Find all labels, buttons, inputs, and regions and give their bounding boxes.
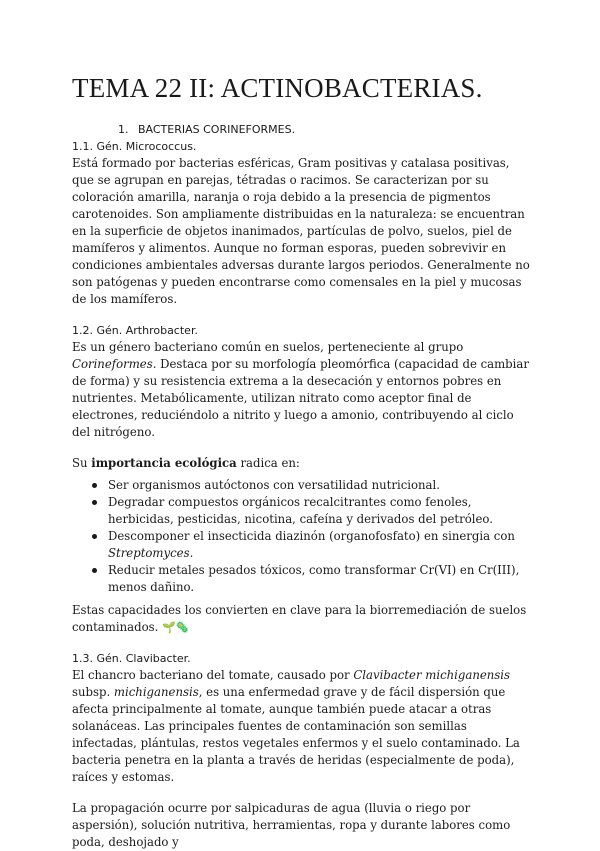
importance-intro: Su importancia ecológica radica en: [72, 456, 300, 470]
micrococcus-paragraph: Está formado por bacterias esféricas, Gram positivas y catalasa positivas, que se agrupan en parejas, tétradas o racimos. Se caracterizan por su coloración amarilla, naranja o roja debido a la presencia de pigmentos carotenoides. Son ampliamente distribuidas en la naturaleza: se encuentran en la superficie de objetos inanimados, partículas de polvo, suelos, piel de mamíferos y alimentos. Aunque no forman esporas, pueden sobrevivir en condiciones ambientales adversas durante largos periodos. Generalmente no son patógenas y pueden encontrarse como comensales en la piel y mucosas de los mamíferos. [72, 156, 530, 306]
streptomyces-term: Streptomyces [108, 546, 190, 560]
closing-paragraph: Estas capacidades los convierten en clave para la biorremediación de suelos contaminados. 🌱🦠 [72, 603, 527, 634]
document-page [72, 72, 532, 851]
section-title: BACTERIAS CORINEFORMES. [138, 123, 296, 136]
page-title: TEMA 22 II: ACTINOBACTERIAS. [72, 73, 483, 103]
seedling-microbe-icon: 🌱🦠 [162, 621, 190, 634]
list-item: Ser organismos autóctonos con versatilidad nutricional. [72, 477, 532, 494]
importance-bold: importancia ecológica [91, 456, 237, 470]
clavibacter-paragraph-2: La propagación ocurre por salpicaduras de agua (lluvia o riego por aspersión), solución nutritiva, herramientas, ropa y durante labores como poda, deshojado y [72, 801, 511, 849]
subspecies-term: michiganensis [113, 685, 199, 699]
importance-list [72, 477, 532, 596]
section-heading-corineformes [118, 121, 532, 138]
corineformes-term: Corineformes [72, 357, 153, 371]
list-item: Reducir metales pesados tóxicos, como transformar Cr(VI) en Cr(III), menos dañino. [72, 562, 532, 596]
arthrobacter-paragraph: Es un género bacteriano común en suelos, perteneciente al grupo Corineformes. Destaca por su morfología pleomórfica (capacidad de cambiar de forma) y su resistencia extrema a la desecación y entornos pobres en nutrientes. Metabólicamente, utilizan nitrato como aceptor final de electrones, reduciéndolo a nitrito y luego a amonio, contribuyendo al ciclo del nitrógeno. [72, 340, 529, 439]
list-item: Descomponer el insecticida diazinón (organofosfato) en sinergia con Streptomyces. [72, 528, 532, 562]
clavibacter-paragraph-1: El chancro bacteriano del tomate, causado por Clavibacter michiganensis subsp. michiganensis, es una enfermedad grave y de fácil dispersión que afecta principalmente al tomate, aunque también puede atacar a otras solanáceas. Las principales fuentes de contaminación son semillas infectadas, plántulas, restos vegetales enfermos y el suelo contaminado. La bacteria penetra en la planta a través de heridas (especialmente de poda), raíces y estomas. [72, 668, 520, 784]
species-term: Clavibacter michiganensis [353, 668, 511, 682]
list-item: Degradar compuestos orgánicos recalcitrantes como fenoles, herbicidas, pesticidas, nicotina, cafeína y derivados del petróleo. [72, 494, 532, 528]
micrococcus-heading: 1.1. Gén. Micrococcus. [72, 140, 197, 153]
arthrobacter-heading: 1.2. Gén. Arthrobacter. [72, 324, 198, 337]
clavibacter-heading: 1.3. Gén. Clavibacter. [72, 652, 191, 665]
section-number: 1. [118, 123, 129, 136]
